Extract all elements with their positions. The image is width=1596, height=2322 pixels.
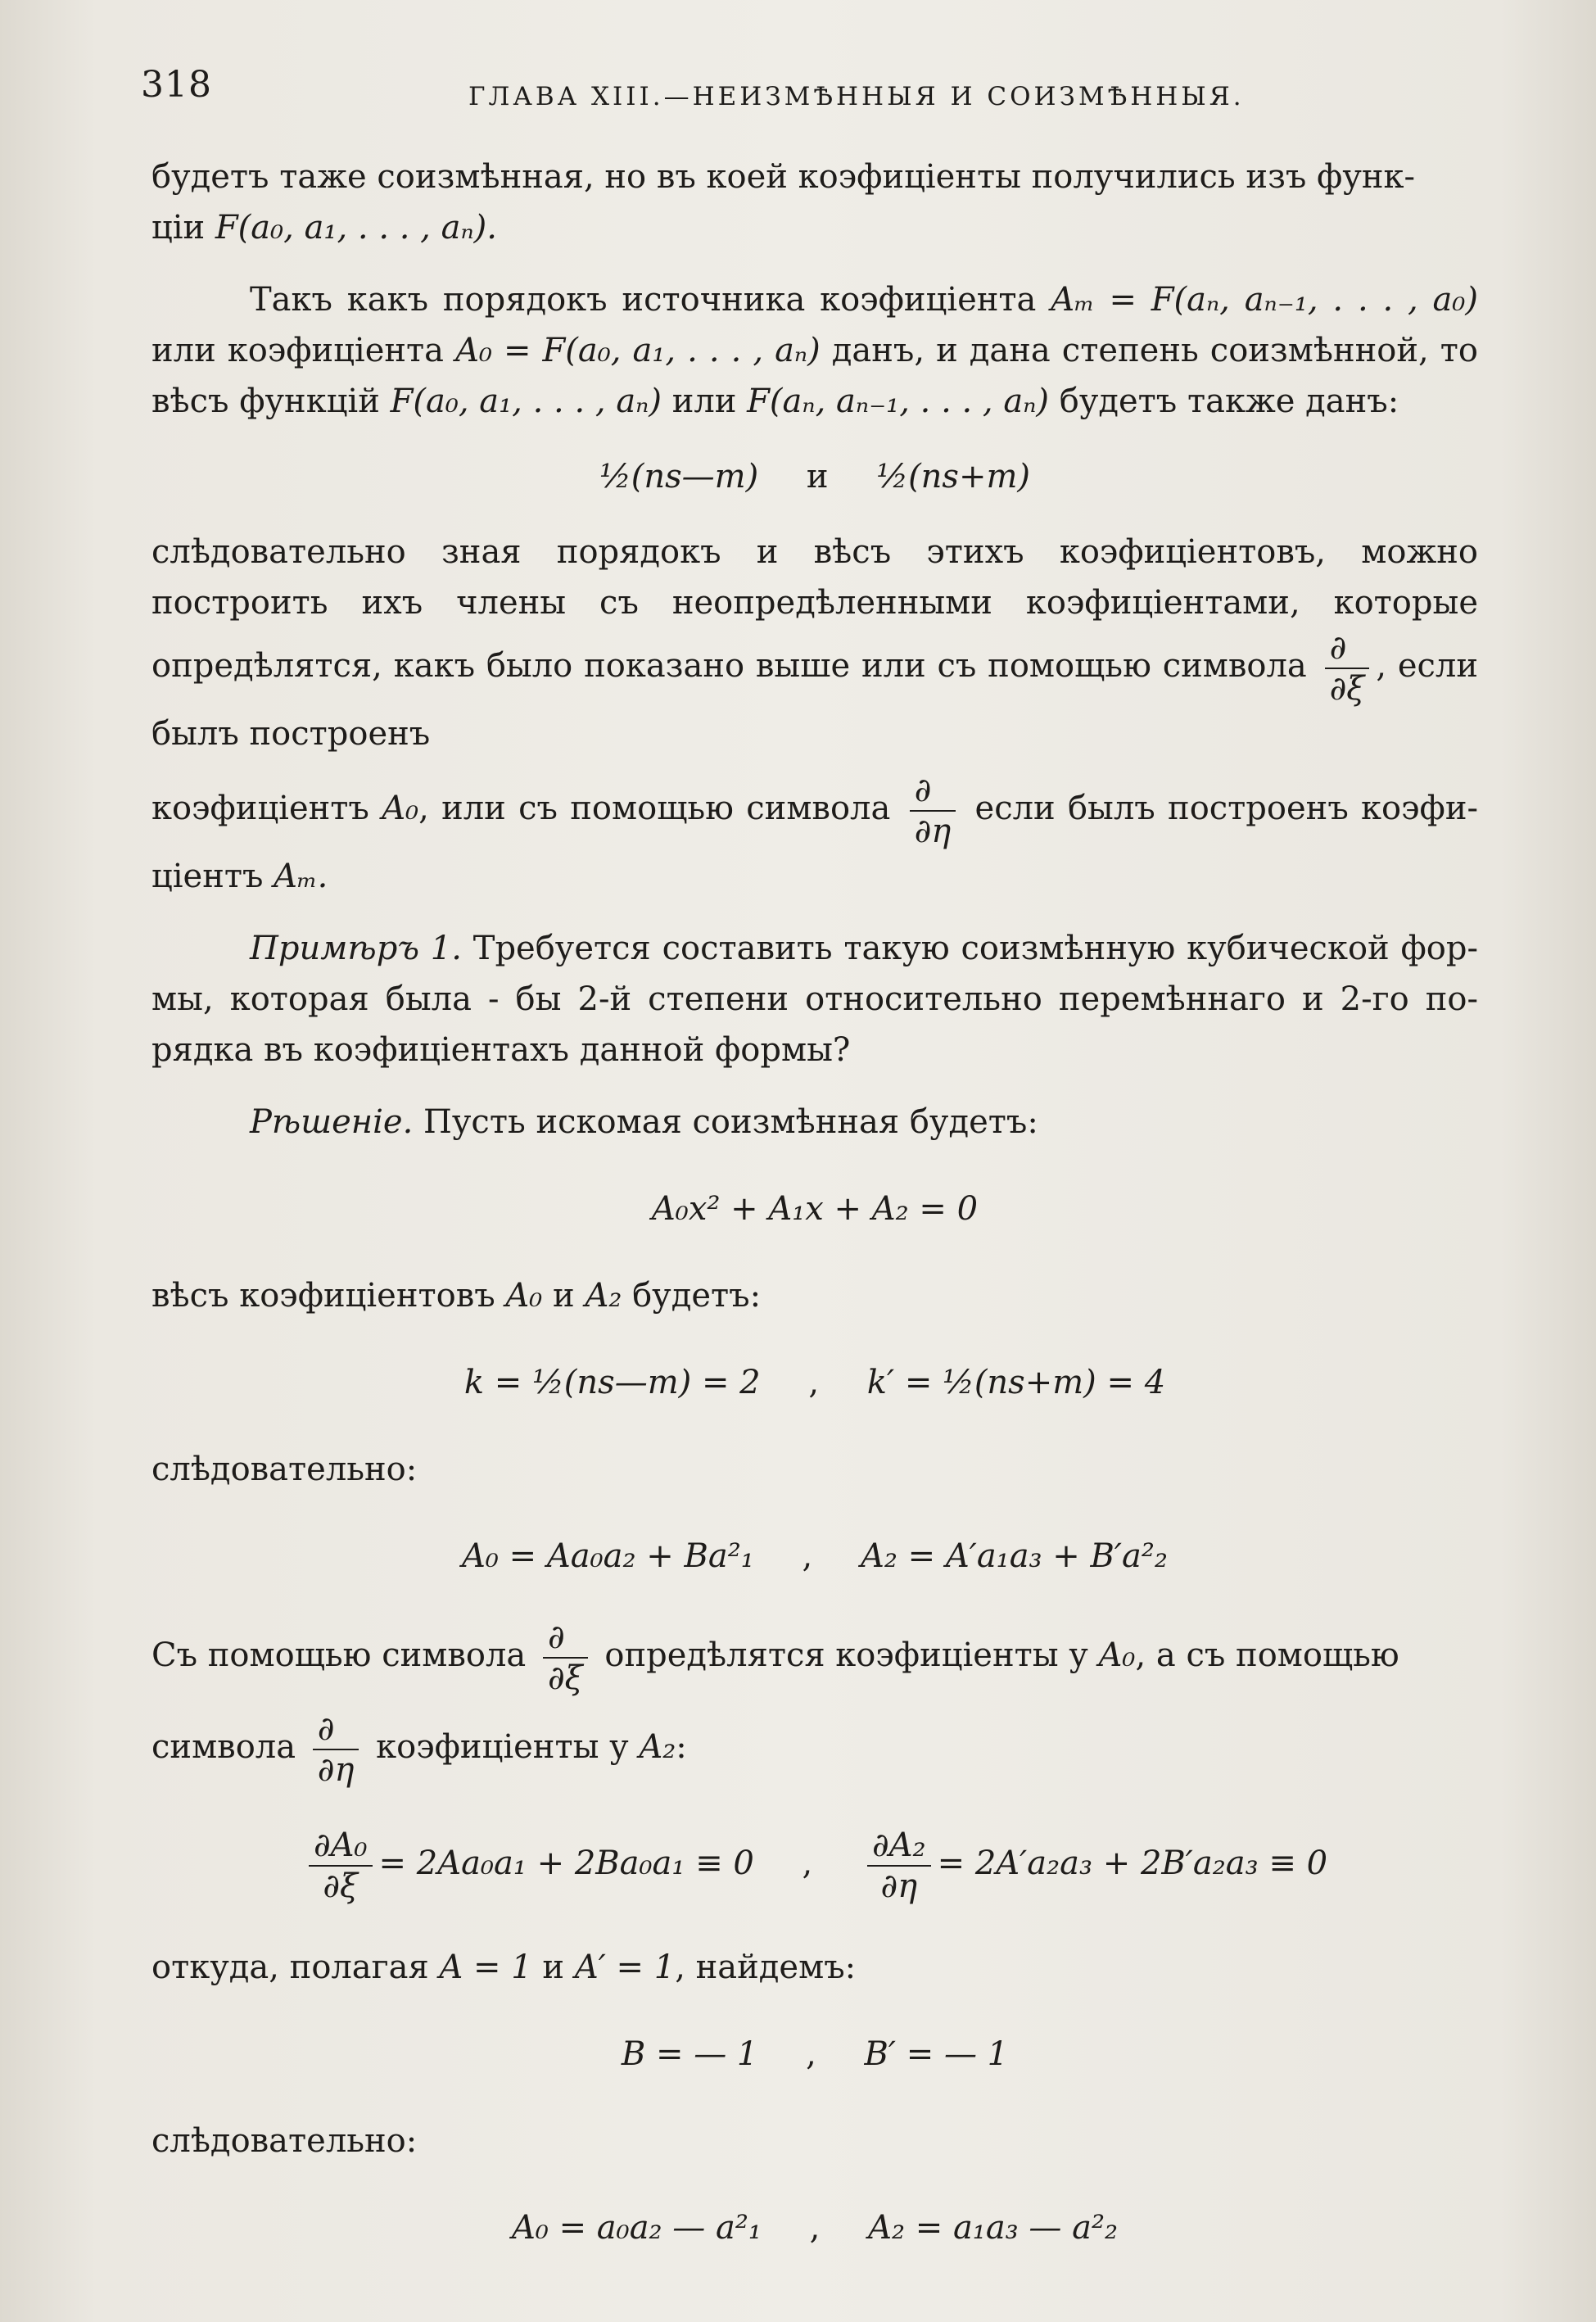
sym-b-pre: символа	[151, 1728, 296, 1766]
math-eq-B2: B′ = — 1	[864, 2035, 1009, 2073]
math-A-eq1: A = 1	[439, 1949, 532, 1986]
formula-derivatives	[151, 1826, 1478, 1906]
p3-line-d-pre: коэфиціентъ	[151, 790, 369, 827]
math-final-A0: A₀ = a₀a₂ — a²₁	[511, 2209, 762, 2247]
math-eq-k: k = ½(ns—m) = 2	[463, 1364, 761, 1401]
whence-and: и	[542, 1949, 565, 1986]
symbol-paragraph-b: символа $\frac{\partial}{\partial\eta}$ коэфиціенты у A₂:	[151, 1710, 687, 1789]
math-Am: Aₘ.	[274, 858, 328, 895]
example-line-c: рядка въ коэфиціентахъ данной формы?	[151, 1031, 851, 1069]
math-F-forward-2: F(a₀, a₁, . . . , aₙ)	[390, 382, 662, 420]
fraction-denominator: ∂ξ	[323, 1867, 359, 1905]
formula-comma: ,	[806, 2035, 816, 2073]
sym-a-post: , а съ помощью	[1135, 1636, 1399, 1674]
math-A0-def: A₀ = F(a₀, a₁, . . . , aₙ)	[455, 332, 821, 369]
whence-post: , найдемъ:	[675, 1949, 857, 1986]
math-eq-A0: A₀ = Aa₀a₂ + Ba²₁	[462, 1537, 754, 1575]
page-header	[141, 64, 1484, 121]
fraction-dA2-deta	[867, 1826, 931, 1906]
therefore-1: слѣдовательно:	[151, 1451, 418, 1488]
p2-line-d: данъ:	[1305, 382, 1399, 420]
example-line-a: Требуется составить такую соизмѣнную кубической фор-	[472, 930, 1479, 967]
page-body	[151, 152, 1478, 2289]
p3-line-c-pre: было показано выше или съ помощью символа	[486, 647, 1307, 685]
page-number: 318	[141, 64, 212, 106]
weights-pre: вѣсъ коэфиціентовъ	[151, 1277, 495, 1315]
fraction-numerator: ∂	[313, 1709, 359, 1750]
formula-k	[151, 1357, 1478, 1408]
p3-line-d-mid: , или съ помощью символа	[418, 790, 891, 827]
solution-paragraph	[151, 1097, 1478, 1147]
p1-line-b-prefix: ціи	[151, 209, 206, 247]
formula-B	[151, 2029, 1478, 2080]
math-A2-eq1: A′ = 1	[574, 1949, 676, 1986]
p3-line-b: ихъ члены съ неопредѣленными коэфиціентами, которые опредѣлятся, какъ	[151, 584, 1479, 685]
formula-comma: ,	[802, 1537, 813, 1575]
p1-line-a: будетъ таже соизмѣнная, но въ коей коэфиціенты получились изъ функ-	[151, 158, 1416, 196]
math-eq-form: A₀x² + A₁x + A₂ = 0	[651, 1190, 979, 1228]
fraction-numerator: ∂A₀	[309, 1826, 373, 1867]
fraction-denominator: ∂η	[914, 812, 952, 850]
p2-line-c-pre: то вѣсъ функцій	[151, 332, 1479, 420]
p2-line-b-post: данъ, и дана степень соизмѣнной,	[831, 332, 1429, 369]
symbol-paragraph	[151, 1618, 1478, 1698]
fraction-numerator: ∂	[910, 771, 956, 812]
fraction-numerator: ∂A₂	[867, 1826, 931, 1867]
weights-post: будетъ:	[632, 1277, 762, 1315]
math-final-A2: A₂ = a₁a₃ — a²₂	[868, 2209, 1119, 2247]
p2-line-b-pre: или коэфиціента	[151, 332, 445, 369]
p3-line-c-post: , если былъ построенъ	[151, 647, 1478, 753]
weights-paragraph	[151, 1270, 1478, 1321]
fraction-d-dxi	[1325, 628, 1370, 708]
p2-line-c-post: будетъ также	[1059, 382, 1295, 420]
math-F-backward: F(aₙ, aₙ₋₁, . . . , aₙ)	[747, 382, 1050, 420]
math-dA0-rhs: = 2Aa₀a₁ + 2Ba₀a₁ ≡ 0	[378, 1844, 754, 1882]
solution-text: Пусть искомая соизмѣнная будетъ:	[423, 1103, 1038, 1141]
example-heading: Примѣръ 1.	[250, 930, 462, 967]
fraction-numerator: ∂	[1325, 628, 1370, 669]
sym-a-pre: Съ помощью символа	[151, 1636, 527, 1674]
math-eq-k2: k′ = ½(ns+m) = 4	[866, 1364, 1166, 1401]
p2-line-a: Такъ какъ порядокъ источника коэфиціента	[250, 281, 1037, 319]
paragraph-3-cont	[151, 771, 1478, 902]
fraction-denominator: ∂ξ	[547, 1659, 583, 1697]
math-eq-B: B = — 1	[621, 2035, 758, 2073]
p3-line-a: слѣдовательно зная порядокъ и вѣсъ этихъ коэфиціентовъ, можно построить	[151, 533, 1478, 622]
math-dA2-rhs: = 2A′a₂a₃ + 2B′a₂a₃ ≡ 0	[937, 1844, 1328, 1882]
formula-and: и	[806, 458, 829, 496]
fraction-denominator: ∂η	[880, 1867, 918, 1905]
fraction-d-dxi-2	[543, 1618, 588, 1698]
formula-quadratic	[151, 1184, 1478, 1234]
therefore-2: слѣдовательно:	[151, 2122, 418, 2160]
running-head: ГЛАВА XIII.—НЕИЗМѢННЫЯ И СОИЗМѢННЫЯ.	[468, 82, 1245, 111]
fraction-denominator: ∂η	[317, 1751, 355, 1789]
math-A2-w: A₂	[585, 1277, 622, 1315]
math-F-forward: F(a₀, a₁, . . . , aₙ).	[215, 209, 497, 247]
math-A0-s: A₀	[1098, 1636, 1136, 1674]
formula-comma: ,	[802, 1844, 813, 1882]
solution-heading: Рѣшеніе.	[250, 1103, 414, 1141]
fraction-denominator: ∂ξ	[1329, 670, 1365, 708]
paragraph-3	[151, 527, 1478, 759]
math-A2-s: A₂	[639, 1728, 676, 1766]
formula-final	[151, 2202, 1478, 2253]
math-half-plus: ½(ns+m)	[876, 458, 1031, 496]
formula-A-terms	[151, 1531, 1478, 1582]
math-Am-def: Aₘ = F(aₙ, aₙ₋₁, . . . , a₀)	[1051, 281, 1478, 319]
math-A0-w: A₀	[505, 1277, 543, 1315]
p3-line-e-pre: ціентъ	[151, 858, 264, 895]
fraction-d-deta	[910, 771, 956, 851]
formula-comma: ,	[808, 1364, 820, 1401]
math-A0: A₀	[382, 790, 419, 827]
fraction-dA0-dxi	[309, 1826, 373, 1906]
paragraph-1	[151, 152, 1478, 253]
math-eq-A2: A₂ = A′a₁a₃ + B′a²₂	[860, 1537, 1168, 1575]
example-paragraph	[151, 923, 1478, 1075]
fraction-d-deta-2	[313, 1709, 359, 1790]
p3-line-d-post: если былъ построенъ коэфи-	[974, 790, 1479, 827]
whence-paragraph	[151, 1942, 1478, 1993]
formula-comma: ,	[809, 2209, 821, 2247]
fraction-numerator: ∂	[543, 1618, 588, 1659]
whence-pre: откуда, полагая	[151, 1949, 429, 1986]
p2-line-c-mid: или	[671, 382, 737, 420]
sym-a-mid: опредѣлятся коэфиціенты у	[604, 1636, 1088, 1674]
formula-weights	[151, 451, 1478, 502]
weights-and: и	[553, 1277, 575, 1315]
math-half-minus: ½(ns—m)	[599, 458, 759, 496]
example-line-b: мы, которая была - бы 2-й степени относительно перемѣннаго и 2-го по-	[151, 980, 1478, 1018]
sym-b-mid: коэфиціенты у	[376, 1728, 629, 1766]
paragraph-2	[151, 274, 1478, 427]
